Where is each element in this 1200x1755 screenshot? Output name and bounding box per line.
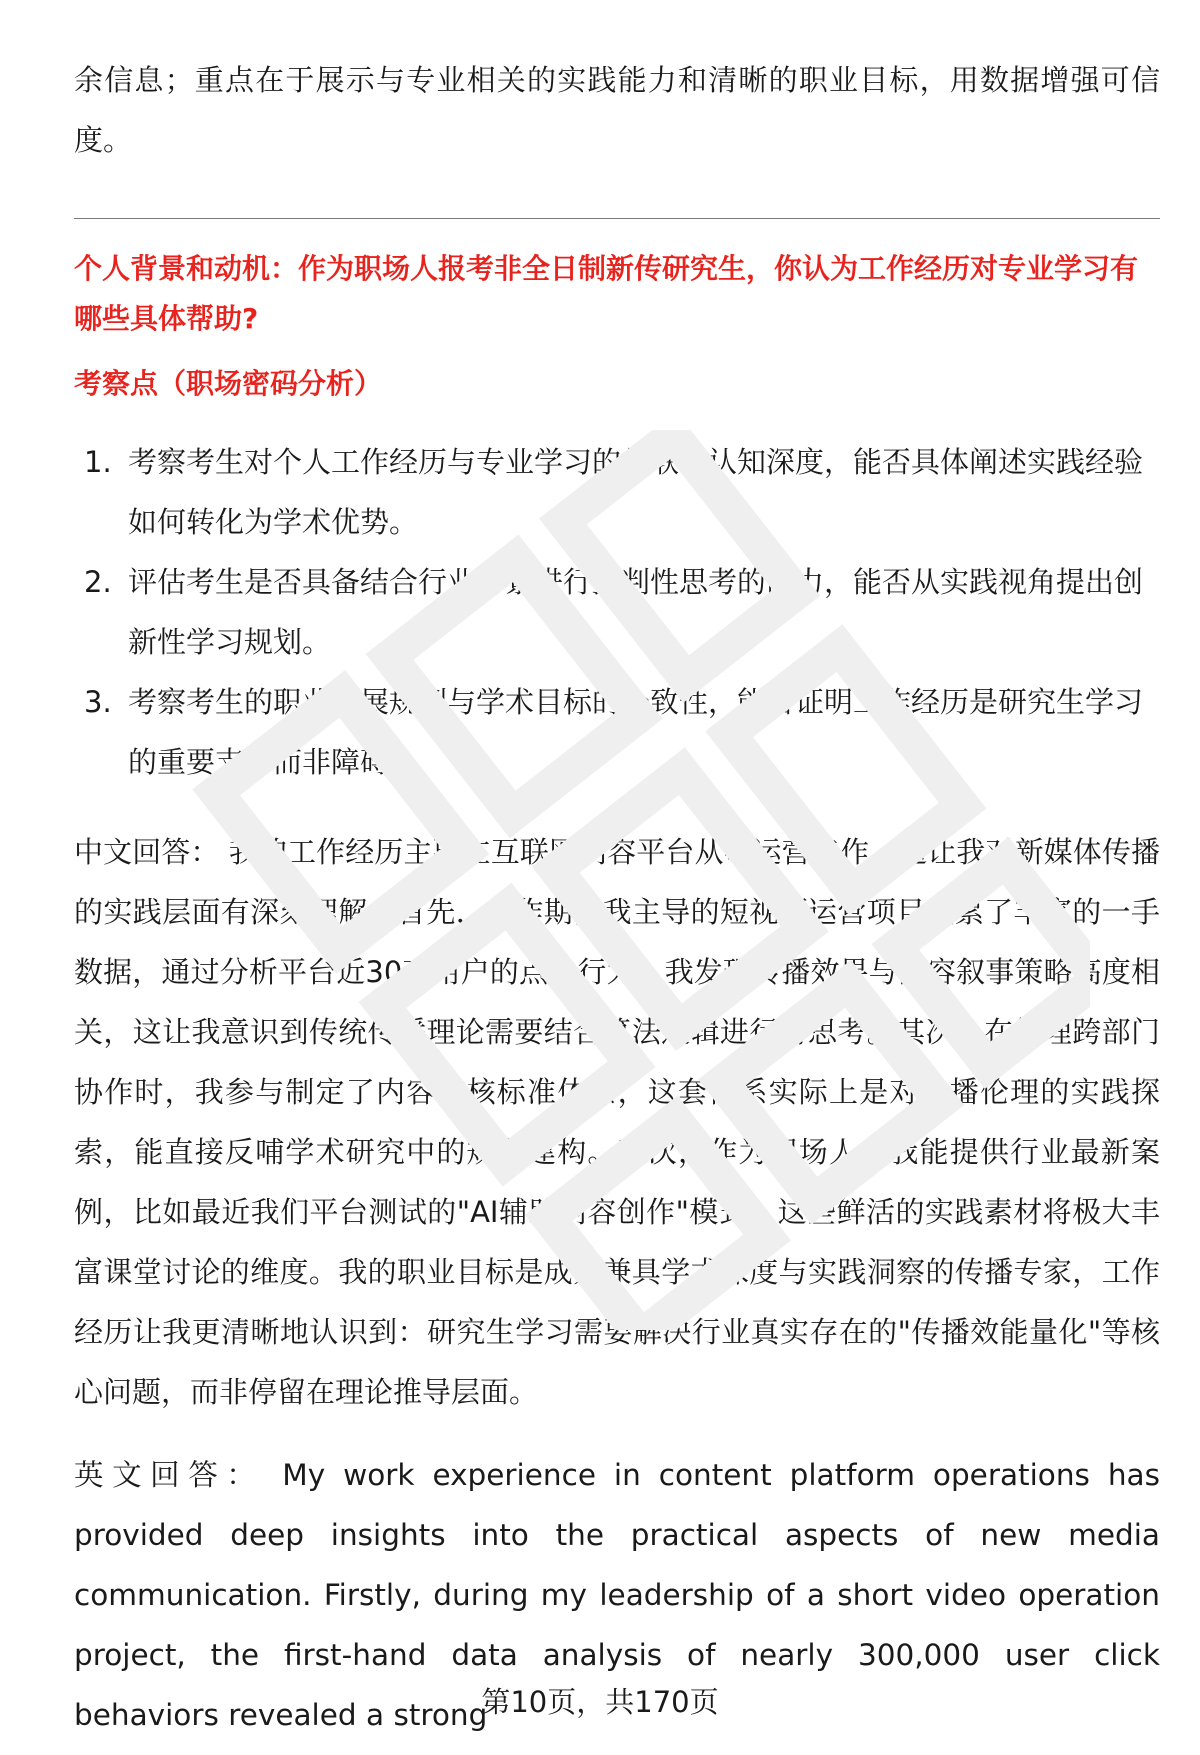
list-item-text: 评估考生是否具备结合行业背景进行批判性思考的能力，能否从实践视角提出创新性学习规划。 <box>128 565 1144 659</box>
chinese-answer-label: 中文回答： <box>74 835 220 869</box>
page-number-footer: 第10页，共170页 <box>481 1685 719 1719</box>
section-divider <box>74 218 1160 219</box>
list-item <box>74 552 1160 672</box>
chinese-answer-text: 我的工作经历主要在互联网内容平台从事运营工作，这让我对新媒体传播的实践层面有深刻理解。首先，工作期间我主导的短视频运营项目积累了丰富的一手数据，通过分析平台近30万用户的点击行为，我发现传播效果与内容叙事策略高度相关，这让我意识到传统传播理论需要结合算法逻辑进行再思考。其次，在处理跨部门协作时，我参与制定了内容审核标准体系，这套体系实际上是对传播伦理的实践探索，能直接反哺学术研究中的规范建构。再次，作为职场人，我能提供行业最新案例，比如最近我们平台测试的"AI辅助内容创作"模式，这些鲜活的实践素材将极大丰富课堂讨论的维度。我的职业目标是成为兼具学术深度与实践洞察的传播专家，工作经历让我更清晰地认识到：研究生学习需要解决行业真实存在的"传播效能量化"等核心问题，而非停留在理论推导层面。 <box>74 835 1160 1409</box>
document-page <box>74 0 1160 1755</box>
question-title: 个人背景和动机：作为职场人报考非全日制新传研究生，你认为工作经历对专业学习有哪些具体帮助? <box>74 252 1139 335</box>
list-item-text: 考察考生对个人工作经历与专业学习的关联性认知深度，能否具体阐述实践经验如何转化为学术优势。 <box>128 445 1144 539</box>
exam-points-list <box>74 432 1160 792</box>
english-answer-text: My work experience in content platform operations has provided deep insights into the practical aspects of new media communication. Firstly, during my leadership of a short video operation project, the first-hand data analysis of nearly 300,000 user click behaviors revealed a strong <box>74 1458 1160 1732</box>
list-item-number: 1. <box>84 445 112 479</box>
list-item <box>74 432 1160 552</box>
list-item-text: 考察考生的职业发展规划与学术目标的一致性，能否证明工作经历是研究生学习的重要支撑而非障碍。 <box>128 685 1144 779</box>
list-item <box>74 672 1160 792</box>
exam-points-heading: 考察点（职场密码分析） <box>74 367 383 400</box>
list-item-number: 3. <box>84 685 112 719</box>
intro-paragraph-tail: 余信息；重点在于展示与专业相关的实践能力和清晰的职业目标，用数据增强可信度。 <box>74 63 1160 157</box>
english-answer-label: 英文回答： <box>74 1458 265 1492</box>
chinese-answer <box>74 822 1160 1422</box>
list-item-number: 2. <box>84 565 112 599</box>
